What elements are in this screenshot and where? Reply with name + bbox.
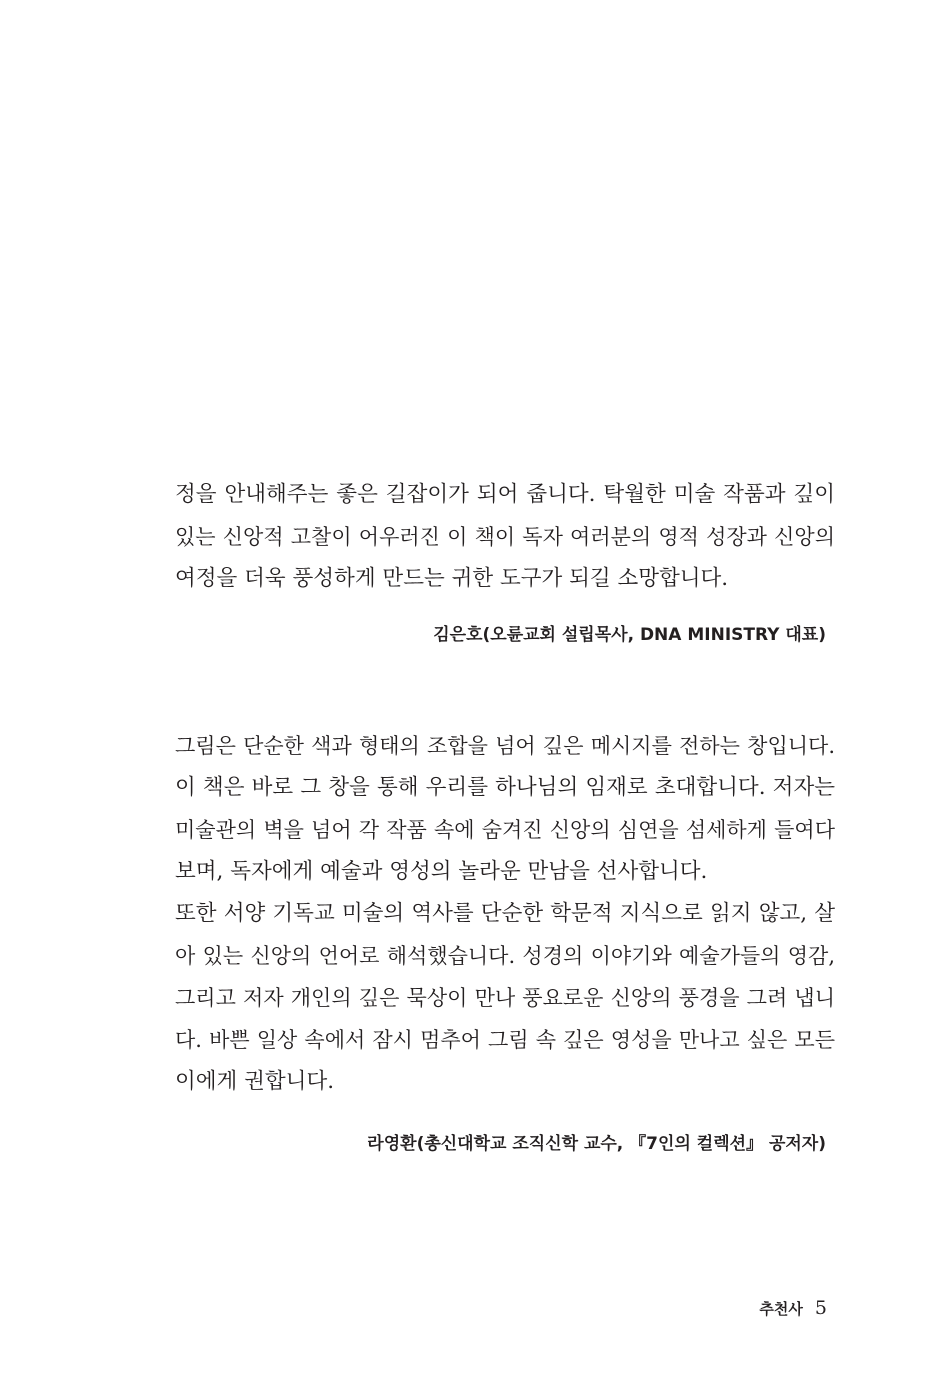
paragraph-line: 미술관의 벽을 넘어 각 작품 속에 숨겨진 신앙의 심연을 섬세하게 들여다 xyxy=(175,818,835,842)
endorsement-paragraph-1 xyxy=(175,474,835,600)
paragraph-line: 보며, 독자에게 예술과 영성의 놀라운 만남을 선사합니다. xyxy=(175,859,708,884)
page-number: 5 xyxy=(814,1297,827,1319)
running-section-title: 추천사 xyxy=(759,1300,803,1318)
paragraph-line: 있는 신앙적 고찰이 어우러진 이 책이 독자 여러분의 영적 성장과 신앙의 xyxy=(175,525,835,549)
endorser-signature-2: 라영환(총신대학교 조직신학 교수, 『7인의 컬렉션』 공저자) xyxy=(367,1134,826,1154)
paragraph-line: 여정을 더욱 풍성하게 만드는 귀한 도구가 되길 소망합니다. xyxy=(175,566,729,591)
page-footer xyxy=(759,1297,827,1319)
paragraph-line: 그리고 저자 개인의 깊은 묵상이 만나 풍요로운 신앙의 풍경을 그려 냅니 xyxy=(175,986,835,1010)
paragraph-line: 또한 서양 기독교 미술의 역사를 단순한 학문적 지식으로 읽지 않고, 살 xyxy=(175,901,835,926)
endorser-signature-1: 김은호(오륜교회 설립목사, DNA MINISTRY 대표) xyxy=(433,625,826,645)
paragraph-line: 정을 안내해주는 좋은 길잡이가 되어 줍니다. 탁월한 미술 작품과 깊이 xyxy=(175,482,835,507)
paragraph-line: 이에게 권합니다. xyxy=(175,1069,335,1094)
paragraph-line: 이 책은 바로 그 창을 통해 우리를 하나님의 임재로 초대합니다. 저자는 xyxy=(175,775,835,800)
paragraph-line: 그림은 단순한 색과 형태의 조합을 넘어 깊은 메시지를 전하는 창입니다. xyxy=(175,734,835,758)
paragraph-line: 다. 바쁜 일상 속에서 잠시 멈추어 그림 속 깊은 영성을 만나고 싶은 모든 xyxy=(175,1028,835,1052)
endorsement-paragraph-2 xyxy=(175,725,835,1103)
paragraph-line: 아 있는 신앙의 언어로 해석했습니다. 성경의 이야기와 예술가들의 영감, xyxy=(175,944,835,968)
